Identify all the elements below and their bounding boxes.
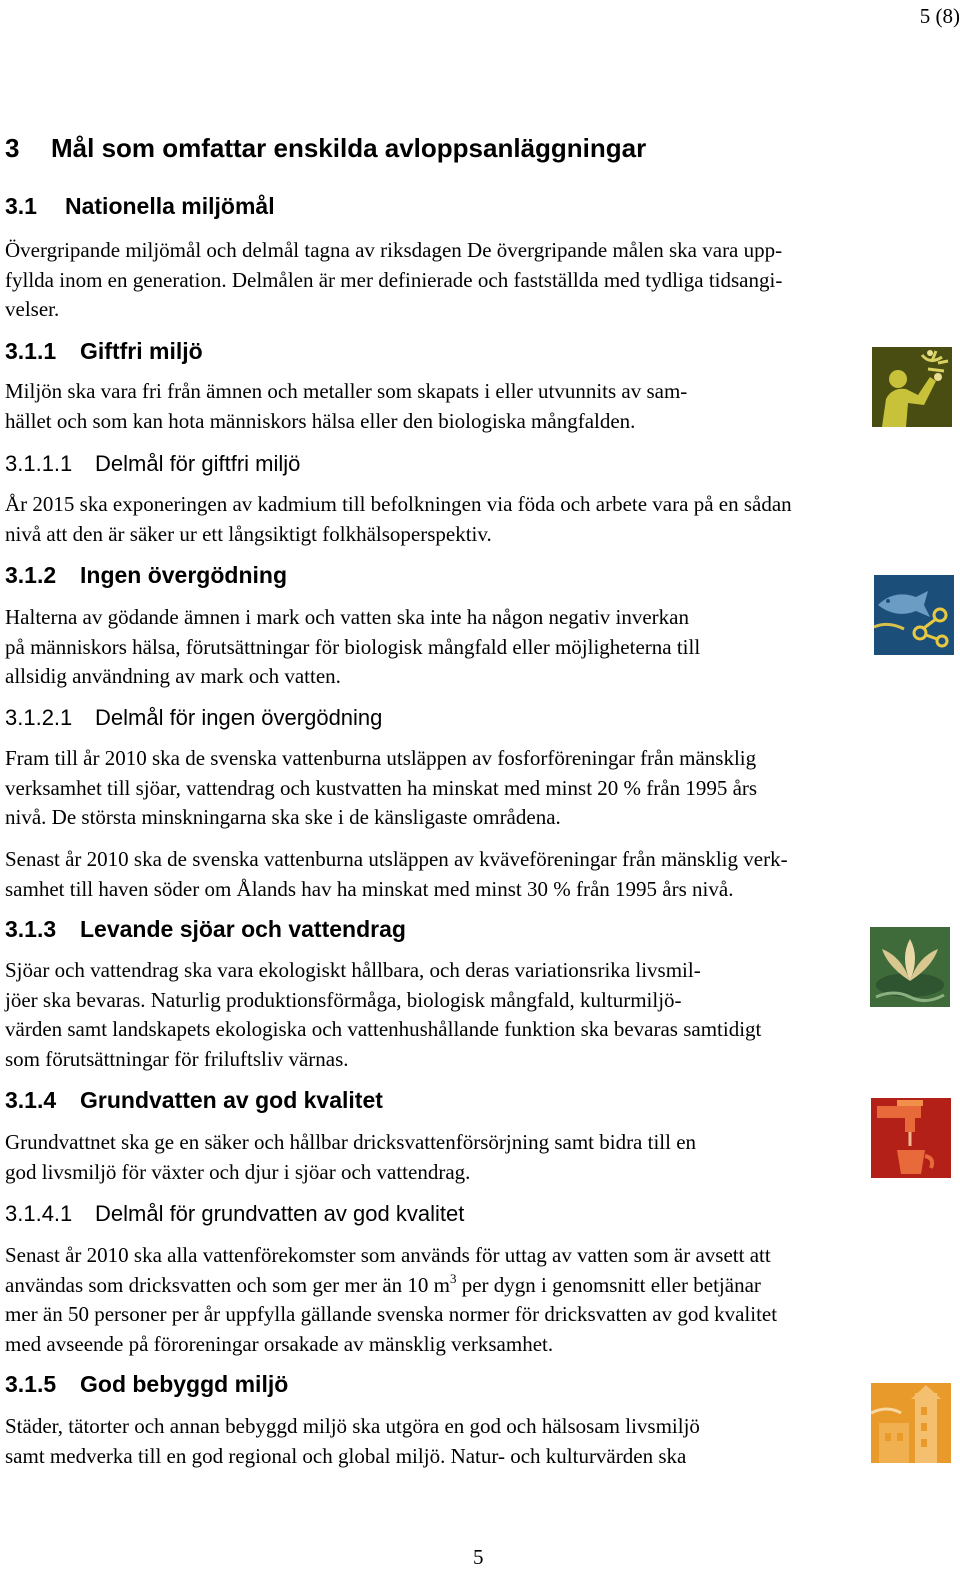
- heading-3-1-4: 3.1.4 Grundvatten av god kvalitet: [5, 1087, 383, 1113]
- heading-3-1-2-1: 3.1.2.1 Delmål för ingen övergödning: [5, 705, 383, 730]
- paragraph-delmal-overgodning-fosfor: Fram till år 2010 ska de svenska vattenburna utsläppen av fosforföreningar från mänsklig verksamhet till sjöar, vattendrag och kustvatten ha minskat med minst 20 % från 1995 års nivå. De största minskningarna ska ske i de känsligaste områdena.: [5, 746, 758, 829]
- heading-3-1-1: 3.1.1 Giftfri miljö: [5, 338, 203, 364]
- paragraph-delmal-grundvatten: Senast år 2010 ska alla vattenförekomster som används för uttag av vatten som är avsett att användas som dricksvatten och som ger mer än 10 $m^3$ per dygn i genomsnitt eller betjänar mer än 50 personer per år uppfylla gällande svenska normer för dricksvatten av god kvalitet med avseende på föroreningar orsakade av mänsklig verksamhet.: [5, 1243, 778, 1356]
- paragraph-nationella-miljomal: Övergripande miljömål och delmål tagna av riksdagen De övergripande målen ska vara upp- fyllda inom en generation. Delmålen är mer definierade och fastställda med tydliga tidsangi- velser.: [5, 238, 783, 321]
- heading-3-1-2: 3.1.2 Ingen övergödning: [5, 562, 287, 588]
- heading-3-1-3: 3.1.3 Levande sjöar och vattendrag: [5, 916, 406, 942]
- page-header-number: 5 (8): [919, 4, 960, 28]
- page-footer-number: 5: [473, 1545, 484, 1569]
- heading-3-1-1-1: 3.1.1.1 Delmål för giftfri miljö: [5, 451, 301, 476]
- gardener-picking-fruit-icon: [872, 347, 952, 427]
- paragraph-giftfri-miljo: Miljön ska vara fri från ämnen och metaller som skapats i eller utvunnits av sam- hället och som kan hota människors hälsa eller den biologiska mångfalden.: [5, 379, 688, 433]
- city-buildings-icon: [871, 1383, 951, 1463]
- paragraph-ingen-overgodning: Halterna av gödande ämnen i mark och vatten ska inte ha någon negativ inverkan på människors hälsa, förutsättningar för biologisk mångfald eller möjligheterna till allsidig användning av mark och vatten.: [5, 605, 701, 688]
- paragraph-grundvatten: Grundvattnet ska ge en säker och hållbar dricksvattenförsörjning samt bidra till en god livsmiljö för växter och djur i sjöar och vattendrag.: [5, 1130, 697, 1184]
- heading-3-1-4-1: 3.1.4.1 Delmål för grundvatten av god kvalitet: [5, 1201, 465, 1226]
- paragraph-delmal-giftfri: År 2015 ska exponeringen av kadmium till befolkningen via föda och arbete vara på en sådan nivå att den är säker ur ett långsiktigt folkhälsoperspektiv.: [5, 492, 792, 546]
- fish-molecule-icon: [874, 575, 954, 655]
- paragraph-god-bebyggd-miljo: Städer, tätorter och annan bebyggd miljö ska utgöra en god och hälsosam livsmiljö samt medverka till en god regional och global miljö. Natur- och kulturvärden ska: [5, 1414, 700, 1468]
- paragraph-delmal-overgodning-kvave: Senast år 2010 ska de svenska vattenburna utsläppen av kväveföreningar från mänsklig verk- samhet till haven söder om Ålands hav ha minskat med minst 30 % från 1995 års nivå.: [5, 847, 788, 901]
- water-lily-icon: [870, 927, 950, 1007]
- paragraph-levande-sjoar: Sjöar och vattendrag ska vara ekologiskt hållbara, och deras variationsrika livsmil- jöer ska bevaras. Naturlig produktionsförmåga, biologisk mångfald, kulturmiljö- värden samt landskapets ekologiska och vattenhushållande funktion ska bevaras samtidigt som förutsättningar för friluftsliv värnas.: [5, 958, 762, 1071]
- heading-3-1-5: 3.1.5 God bebyggd miljö: [5, 1371, 289, 1397]
- heading-3-1: 3.1 Nationella miljömål: [5, 193, 275, 219]
- water-tap-icon: [871, 1098, 951, 1178]
- heading-3: 3 Mål som omfattar enskilda avloppsanläggningar: [5, 133, 647, 163]
